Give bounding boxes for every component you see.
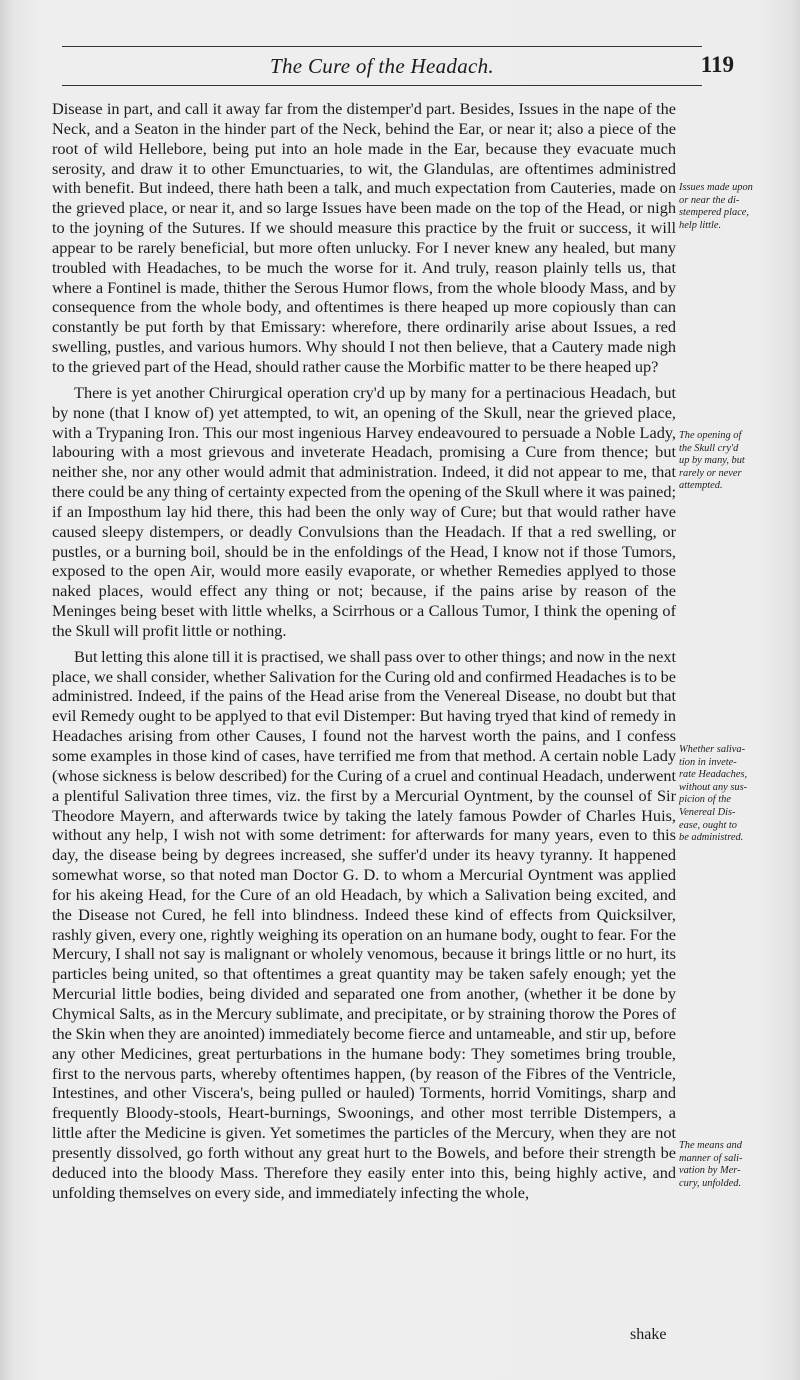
margin-note-line: attempted. <box>679 480 723 492</box>
margin-note-line: picion of the <box>679 794 731 806</box>
margin-note-line: Venereal Dis- <box>679 806 736 818</box>
running-head <box>62 50 734 82</box>
running-title: The Cure of the Headach. <box>270 54 494 78</box>
margin-note-mercury <box>679 1140 771 1190</box>
page-number: 119 <box>700 52 734 77</box>
margin-note-line: rarely or never <box>679 467 742 479</box>
margin-note-line: Issues made upon <box>679 182 753 193</box>
margin-note-line: manner of sali- <box>679 1152 743 1164</box>
margin-note-line: help little. <box>679 219 722 231</box>
margin-note-salivation <box>679 744 771 845</box>
paragraph-3: But letting this alone till it is practised, we shall pass over to other things; and now in the next place, we shall consider, whether Salivation for the Curing old and confirmed Headaches is to be administred. Indeed, if the pains of the Head arise from the Venereal Disease, no doubt but that evil Remedy ought to be applyed to that evil Distemper: But having tryed that kind of remedy in Headaches arising from other Causes, I found not the harvest worth the pains, and I confess some examples in those kind of cases, have terrified me from that method. A certain noble Lady (whose sickness is below described) for the Curing of a cruel and continual Headach, underwent a plentiful Salivation three times, viz. the first by a Mercurial Oyntment, by the counsel of Sir Theodore Mayern, and afterwards twice by taking the lately famous Powder of Charles Huis, without any help, I wish not with some detriment: for afterwards for many years, even to this day, the disease being by degrees increased, she suffer'd under its heavy tyranny. It happened somewhat worse, so that noted man Doctor G. D. to whom a Mercurial Oyntment was applied for his akeing Head, for the Cure of an old Headach, by which a Salivation being excited, and the Disease not Cured, he fell into blindness. Indeed these kind of effects from Quicksilver, rashly given, every one, rightly weighing its operation on an humane body, ought to fear. For the Mercury, I shall not say is malignant or wholely venomous, because it brings little or no hurt, its particles being united, so that oftentimes a great quantity may be taken safely enough; yet the Mercurial little bodies, being divided and separated one from another, (whether it be done by Chymical Salts, as in the Mercury sublimate, and precipitate, or by straining thorow the Pores of the Skin when they are anointed) immediately become fierce and untameable, and stir up, before any other Medicines, great perturbations in the humane body: They sometimes bring trouble, first to the nervous parts, whereby oftentimes happen, (by reason of the Fibres of the Ventricle, Intestines, and other Viscera's, being pulled or hauled) Torments, horrid Vomitings, sharp and frequently Bloody-stools, Heart-burnings, Swoonings, and other most terrible Distempers, a little after the Medicine is given. Yet sometimes the particles of the Mercury, when they are not presently dissolved, go forth without any great hurt to the Bowels, and before their strength be deduced into the bloody Mass. Therefore they easily enter into this, being highly active, and unfolding themselves on every side, and immediately infecting the whole, <box>52 646 676 1202</box>
margin-note-line: The opening of <box>679 430 742 441</box>
header-rule-top <box>62 46 702 47</box>
margin-note-line: vation by Mer- <box>679 1165 741 1177</box>
margin-note-line: ease, ought to <box>679 819 738 831</box>
margin-note-line: cury, unfolded. <box>679 1177 742 1189</box>
margin-note-skull <box>679 430 771 493</box>
margin-note-line: stempered place, <box>679 207 750 219</box>
header-rule-bottom <box>62 85 702 86</box>
margin-note-line: or near the di- <box>679 194 740 206</box>
margin-note-line: up by many, but <box>679 455 745 467</box>
paragraph-2: There is yet another Chirurgical operation cry'd up by many for a pertinacious Headach, but by none (that I know of) yet attempted, to wit, an opening of the Skull, near the grieved place, with a Trypaning Iron. This our most ingenious Harvey endeavoured to persuade a Noble Lady, labouring with a most grievous and inveterate Headach, promising a Cure from thence; but neither she, nor any other would admit that administration. Indeed, it did not appear to me, that there could be any thing of certainty expected from the opening of the Skull where it was pained; if an Imposthum lay hid there, this had been the only way of Cure; but that would rather have caused sleepy distempers, or deadly Convulsions than the Headach. If that a red swelling, or pustles, or a burning boil, should be in the enfoldings of the Head, I know not if those Tumors, exposed to the open Air, would more easily evaporate, or whether Remedies applyed to those naked places, would effect any thing or not; because, if the pains arise by reason of the Meninges being beset with little whelks, a Scirrhous or a Callous Tumor, I think the opening of the Skull will profit little or nothing. <box>52 382 677 640</box>
margin-note-line: tion in invete- <box>679 756 737 768</box>
margin-note-line: The means and <box>679 1140 742 1151</box>
paragraph-1: Disease in part, and call it away far from the distemper'd part. Besides, Issues in the nape of the Neck, and a Seaton in the hinder part of the Neck, behind the Ear, or near it; also a piece of the root of wild Hellebore, being put into an hole made in the Ear, because they evacuate much serosity, and draw it to other Emunctuaries, to wit, the Glandulas, are oftentimes administred with benefit. But indeed, there hath been a talk, and much expectation from Cauteries, made on the grieved place, or near it, and so large Issues have been made on the top of the Head, or nigh to the joyning of the Sutures. If we should measure this practice by the fruit or success, it will appear to be rarely beneficial, but more often unlucky. For I never knew any healed, but many troubled with Headaches, to be much the worse for it. And truly, reason plainly tells us, that where a Fontinel is made, thither the Serous Humor flows, from the whole bloody Mass, and by consequence from the whole body, and oftentimes is there heaped up more copiously than can constantly be put forth by that Emissary: wherefore, there ordinarily arise about Issues, a red swelling, pustles, and various humors. Why should I not then believe, that a Cautery made nigh to the grieved part of the Head, should rather cause the Morbific matter to be there heaped up? <box>52 99 676 376</box>
catchword: shake <box>630 1326 667 1343</box>
margin-note-line: be administred. <box>679 832 744 844</box>
margin-note-issues <box>679 182 771 232</box>
main-text <box>52 99 676 1202</box>
margin-note-line: without any sus- <box>679 781 748 793</box>
margin-note-line: Whether saliva- <box>679 744 746 755</box>
margin-note-line: the Skull cry'd <box>679 442 739 454</box>
margin-note-line: rate Headaches, <box>679 769 748 781</box>
